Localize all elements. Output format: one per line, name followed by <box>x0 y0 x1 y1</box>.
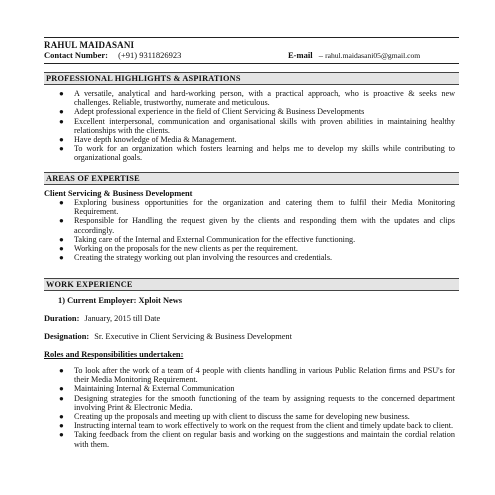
list-item: ● Creating up the proposals and meeting up with client to discuss the same for developing new business. <box>59 412 410 422</box>
section-highlights-title: PROFESSIONAL HIGHLIGHTS & ASPIRATIONS <box>46 74 241 83</box>
bullet-icon: ● <box>59 107 64 117</box>
contact-label: Contact Number: <box>44 50 108 60</box>
duration-line <box>44 314 160 323</box>
section-expertise-title: AREAS OF EXPERTISE <box>46 174 140 183</box>
expertise-list <box>56 198 455 262</box>
bullet-icon: ● <box>59 216 64 226</box>
expertise-subtitle: Client Servicing & Business Development <box>44 189 193 198</box>
top-rule <box>44 37 459 38</box>
bullet-icon: ● <box>59 384 64 394</box>
contact-line <box>44 50 181 60</box>
list-item: ● Designing strategies for the smooth functioning of the team by assigning requests to the concerned department involving Print & Electronic Media. <box>59 393 455 412</box>
bullet-icon: ● <box>59 244 64 254</box>
bullet-icon: ● <box>59 421 64 431</box>
designation-value: Sr. Executive in Client Servicing & Business Development <box>94 332 292 341</box>
bullet-icon: ● <box>59 135 64 145</box>
list-item: ● Instructing internal team to work effectively to work on the request from the client and timely update back to client. <box>59 421 454 431</box>
section-experience-title: WORK EXPERIENCE <box>46 280 133 289</box>
bullet-icon: ● <box>59 253 64 263</box>
candidate-name: RAHUL MAIDASANI <box>44 40 135 50</box>
email-separator: – <box>318 50 323 60</box>
employer-line: 1) Current Employer: Xploit News <box>58 296 183 305</box>
section-experience-header <box>44 278 459 291</box>
header-rule <box>44 63 459 64</box>
duration-value: January, 2015 till Date <box>84 314 161 323</box>
bullet-icon: ● <box>59 366 64 375</box>
list-item: ● To look after the work of a team of 4 people with clients handling in various Public Relation firms and PSU's for their Media Monitoring Requirement. <box>59 366 455 385</box>
duration-label: Duration: <box>44 314 80 323</box>
designation-label: Designation: <box>44 332 90 341</box>
list-item: ● To work for an organization which fosters learning and helps me to develop my skills while contributing to organizational goals. <box>59 144 455 163</box>
list-item: ● Working on the proposals for the new clients as per the requirement. <box>59 244 298 254</box>
bullet-icon: ● <box>59 144 64 154</box>
section-highlights-header <box>44 72 459 85</box>
list-item: ● Have depth knowledge of Media & Management. <box>59 135 237 145</box>
list-item: ● Creating the strategy working out plan involving the resources and credentials. <box>59 253 333 263</box>
list-item: ● Taking feedback from the client on regular basis and working on the suggestions and maintain the cordial relation with them. <box>59 430 455 449</box>
bullet-icon: ● <box>59 412 64 422</box>
section-expertise-header <box>44 172 459 185</box>
highlights-list <box>56 89 455 163</box>
roles-list <box>56 366 455 449</box>
list-item: ● Responsible for Handling the request given by the clients and responding them with the updates and clips accordingly. <box>59 216 455 235</box>
email-label: E-mail <box>288 50 313 60</box>
list-item: ● Taking care of the Internal and External Communication for the effective functioning. <box>59 234 356 244</box>
list-item: ● Adept professional experience in the field of Client Servicing & Business Developments <box>59 107 365 117</box>
bullet-icon: ● <box>59 430 64 440</box>
list-item: ● Exploring business opportunities for the organization and catering them to fulfil their Media Monitoring Requirement. <box>59 198 455 217</box>
list-item: ● A versatile, analytical and hard-working person, with a practical approach, who is proactive & seeks new challenges. Reliable, trustworthy, numerate and meticulous. <box>59 89 455 108</box>
designation-line <box>44 332 292 341</box>
email-value[interactable]: rahul.maidasani05@gmail.com <box>325 51 421 60</box>
list-item: ● Maintaining Internal & External Communication <box>59 384 235 394</box>
bullet-icon: ● <box>59 89 64 98</box>
contact-value: (+91) 9311826923 <box>118 50 182 60</box>
roles-title: Roles and Responsibilities undertaken: <box>44 350 184 359</box>
bullet-icon: ● <box>59 198 64 207</box>
bullet-icon: ● <box>59 393 64 403</box>
email-line <box>288 50 420 60</box>
bullet-icon: ● <box>59 116 64 126</box>
list-item: ● Excellent interpersonal, communication and organisational skills with proven abilities in maintaining healthy relationships with the clients. <box>59 116 455 135</box>
bullet-icon: ● <box>59 234 64 244</box>
